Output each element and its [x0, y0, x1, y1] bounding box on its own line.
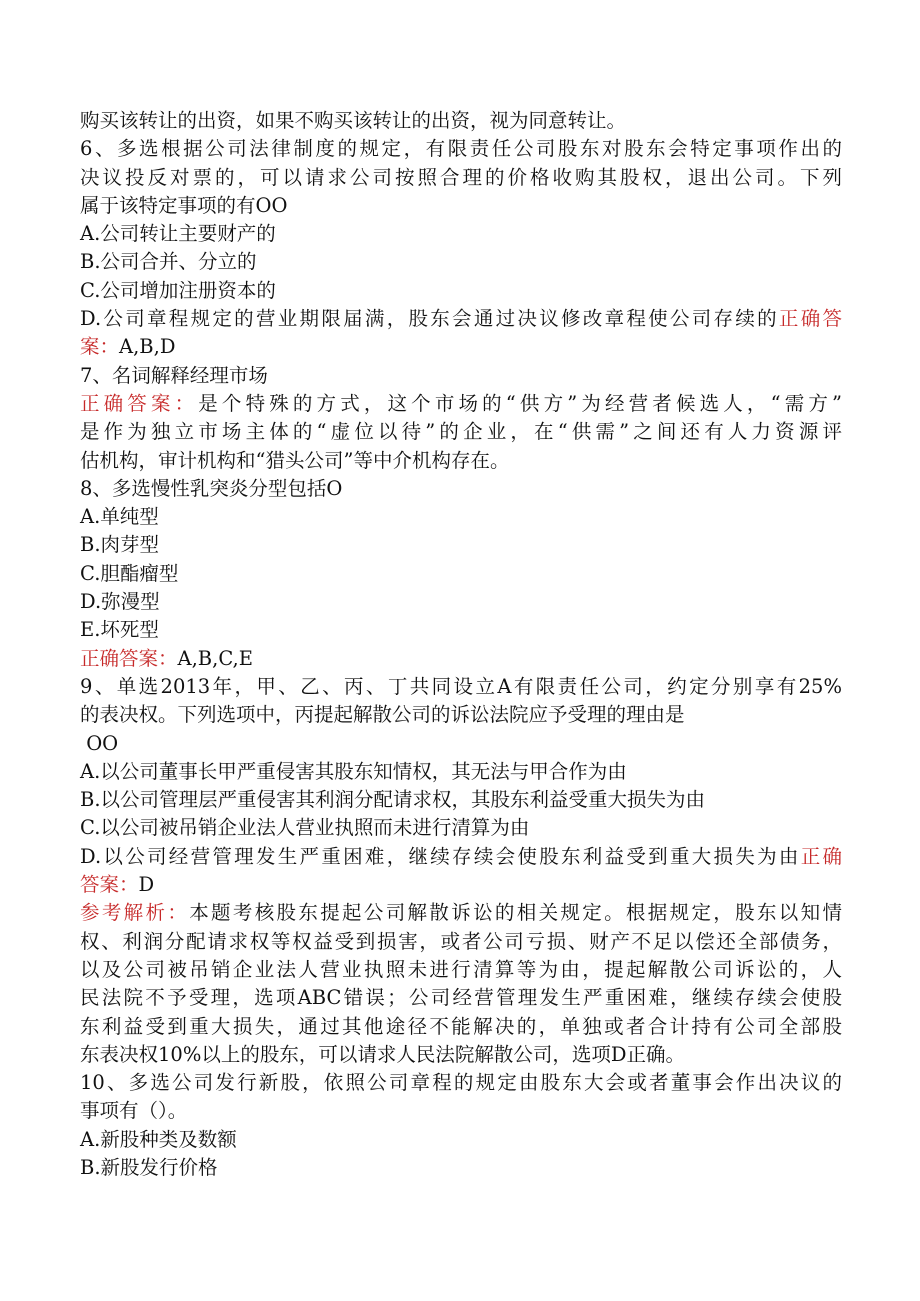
line-text: 东利益受到重大损失，通过其他途径不能解决的，单独或者合计持有公司全部股	[80, 1014, 842, 1038]
answer-text: A,B,D	[119, 335, 176, 359]
text-line	[80, 1013, 842, 1041]
line-text: C.胆酯瘤型	[80, 561, 179, 585]
line-text: 属于该特定事项的有OO	[80, 193, 288, 217]
text-line	[80, 248, 842, 276]
text-line	[80, 928, 842, 956]
line-text: B.新股发行价格	[80, 1155, 218, 1179]
line-text: 决议投反对票的，可以请求公司按照合理的价格收购其股权，退出公司。下列	[80, 165, 842, 189]
line-text: 10、多选公司发行新股，依照公司章程的规定由股东大会或者董事会作出决议的	[80, 1071, 842, 1095]
text-line	[80, 418, 842, 446]
answer-label: 正确答案：	[80, 646, 178, 670]
line-text: 是作为独立市场主体的“虚位以待”的企业，在“供需”之间还有人力资源评	[80, 420, 842, 444]
text-line	[80, 871, 842, 899]
line-text: B.肉芽型	[80, 533, 160, 557]
line-text: 购买该转让的出资，如果不购买该转让的出资，视为同意转让。	[80, 109, 627, 132]
document-page	[80, 107, 842, 1182]
text-line	[80, 192, 842, 220]
answer-label: 参考解析：	[80, 901, 190, 925]
text-line	[80, 447, 842, 475]
text-line	[80, 362, 842, 390]
line-text: A.新股种类及数额	[80, 1127, 237, 1151]
text-line	[80, 1154, 842, 1182]
line-text: B.公司合并、分立的	[80, 250, 257, 274]
line-text: 东表决权10%以上的股东，可以请求人民法院解散公司，选项D正确。	[80, 1042, 685, 1066]
text-line	[80, 786, 842, 814]
line-text: 的表决权。下列选项中，丙提起解散公司的诉讼法院应予受理的理由是	[80, 703, 685, 727]
answer-label: 正确答	[778, 307, 842, 331]
text-line	[80, 701, 842, 729]
text-line	[80, 984, 842, 1012]
text-line	[80, 1069, 842, 1097]
text-line	[80, 1097, 842, 1125]
answer-label: 答案：	[80, 873, 139, 897]
line-text: C.以公司被吊销企业法人营业执照而未进行清算为由	[80, 816, 530, 840]
text-line	[80, 758, 842, 786]
line-text: C.公司增加注册资本的	[80, 278, 276, 302]
text-line	[80, 220, 842, 248]
text-line	[80, 588, 842, 616]
answer-text: D	[138, 873, 155, 897]
line-text: D.公司章程规定的营业期限届满，股东会通过决议修改章程使公司存续的	[80, 307, 779, 331]
line-text: E.坏死型	[80, 618, 159, 642]
text-line	[80, 730, 842, 758]
answer-label: 案：	[80, 335, 120, 359]
text-line	[80, 899, 842, 927]
line-text: B.以公司管理层严重侵害其利润分配请求权，其股东利益受重大损失为由	[80, 788, 706, 812]
text-line	[80, 333, 842, 361]
text-line	[80, 164, 842, 192]
text-line	[80, 107, 842, 135]
line-text: 权、利润分配请求权等权益受到损害，或者公司亏损、财产不足以偿还全部债务，	[80, 929, 842, 953]
text-line	[80, 616, 842, 644]
line-text: 9、单选2013年，甲、乙、丙、丁共同设立A有限责任公司，约定分别享有25%	[80, 674, 842, 698]
text-line	[80, 531, 842, 559]
answer-text: 是个特殊的方式，这个市场的“供方”为经营者候选人，“需方”	[198, 391, 842, 415]
answer-text: A,B,C,E	[177, 646, 253, 670]
text-line	[80, 475, 842, 503]
text-line	[80, 956, 842, 984]
line-text: 以及公司被吊销企业法人营业执照未进行清算等为由，提起解散公司诉讼的，人	[80, 957, 842, 981]
text-line	[80, 1126, 842, 1154]
line-text: A.单纯型	[80, 505, 159, 529]
text-line	[80, 645, 842, 673]
text-line	[80, 560, 842, 588]
answer-label: 正确	[800, 844, 842, 868]
text-line	[80, 135, 842, 163]
text-line	[80, 277, 842, 305]
text-line	[80, 503, 842, 531]
line-text: 估机构，审计机构和“猎头公司”等中介机构存在。	[80, 448, 510, 472]
answer-text: 本题考核股东提起公司解散诉讼的相关规定。根据规定，股东以知情	[189, 901, 842, 925]
text-line	[80, 843, 842, 871]
line-text: A.以公司董事长甲严重侵害其股东知情权，其无法与甲合作为由	[80, 759, 627, 783]
line-text: D.弥漫型	[80, 590, 160, 614]
answer-label: 正确答案：	[80, 391, 199, 415]
line-text: 事项有（）。	[80, 1099, 188, 1123]
line-text: D.以公司经营管理发生严重困难，继续存续会使股东利益受到重大损失为由	[80, 844, 801, 868]
line-text: 7、名词解释经理市场	[80, 363, 268, 387]
text-line	[80, 814, 842, 842]
line-text: 民法院不予受理，选项ABC错误；公司经营管理发生严重困难，继续存续会使股	[80, 986, 842, 1010]
text-line	[80, 390, 842, 418]
text-line	[80, 673, 842, 701]
text-line	[80, 305, 842, 333]
line-text: 6、多选根据公司法律制度的规定，有限责任公司股东对股东会特定事项作出的	[80, 137, 842, 161]
line-text: A.公司转让主要财产的	[80, 222, 276, 246]
text-line	[80, 1041, 842, 1069]
line-text: OO	[80, 731, 119, 755]
line-text: 8、多选慢性乳突炎分型包括O	[80, 476, 343, 500]
